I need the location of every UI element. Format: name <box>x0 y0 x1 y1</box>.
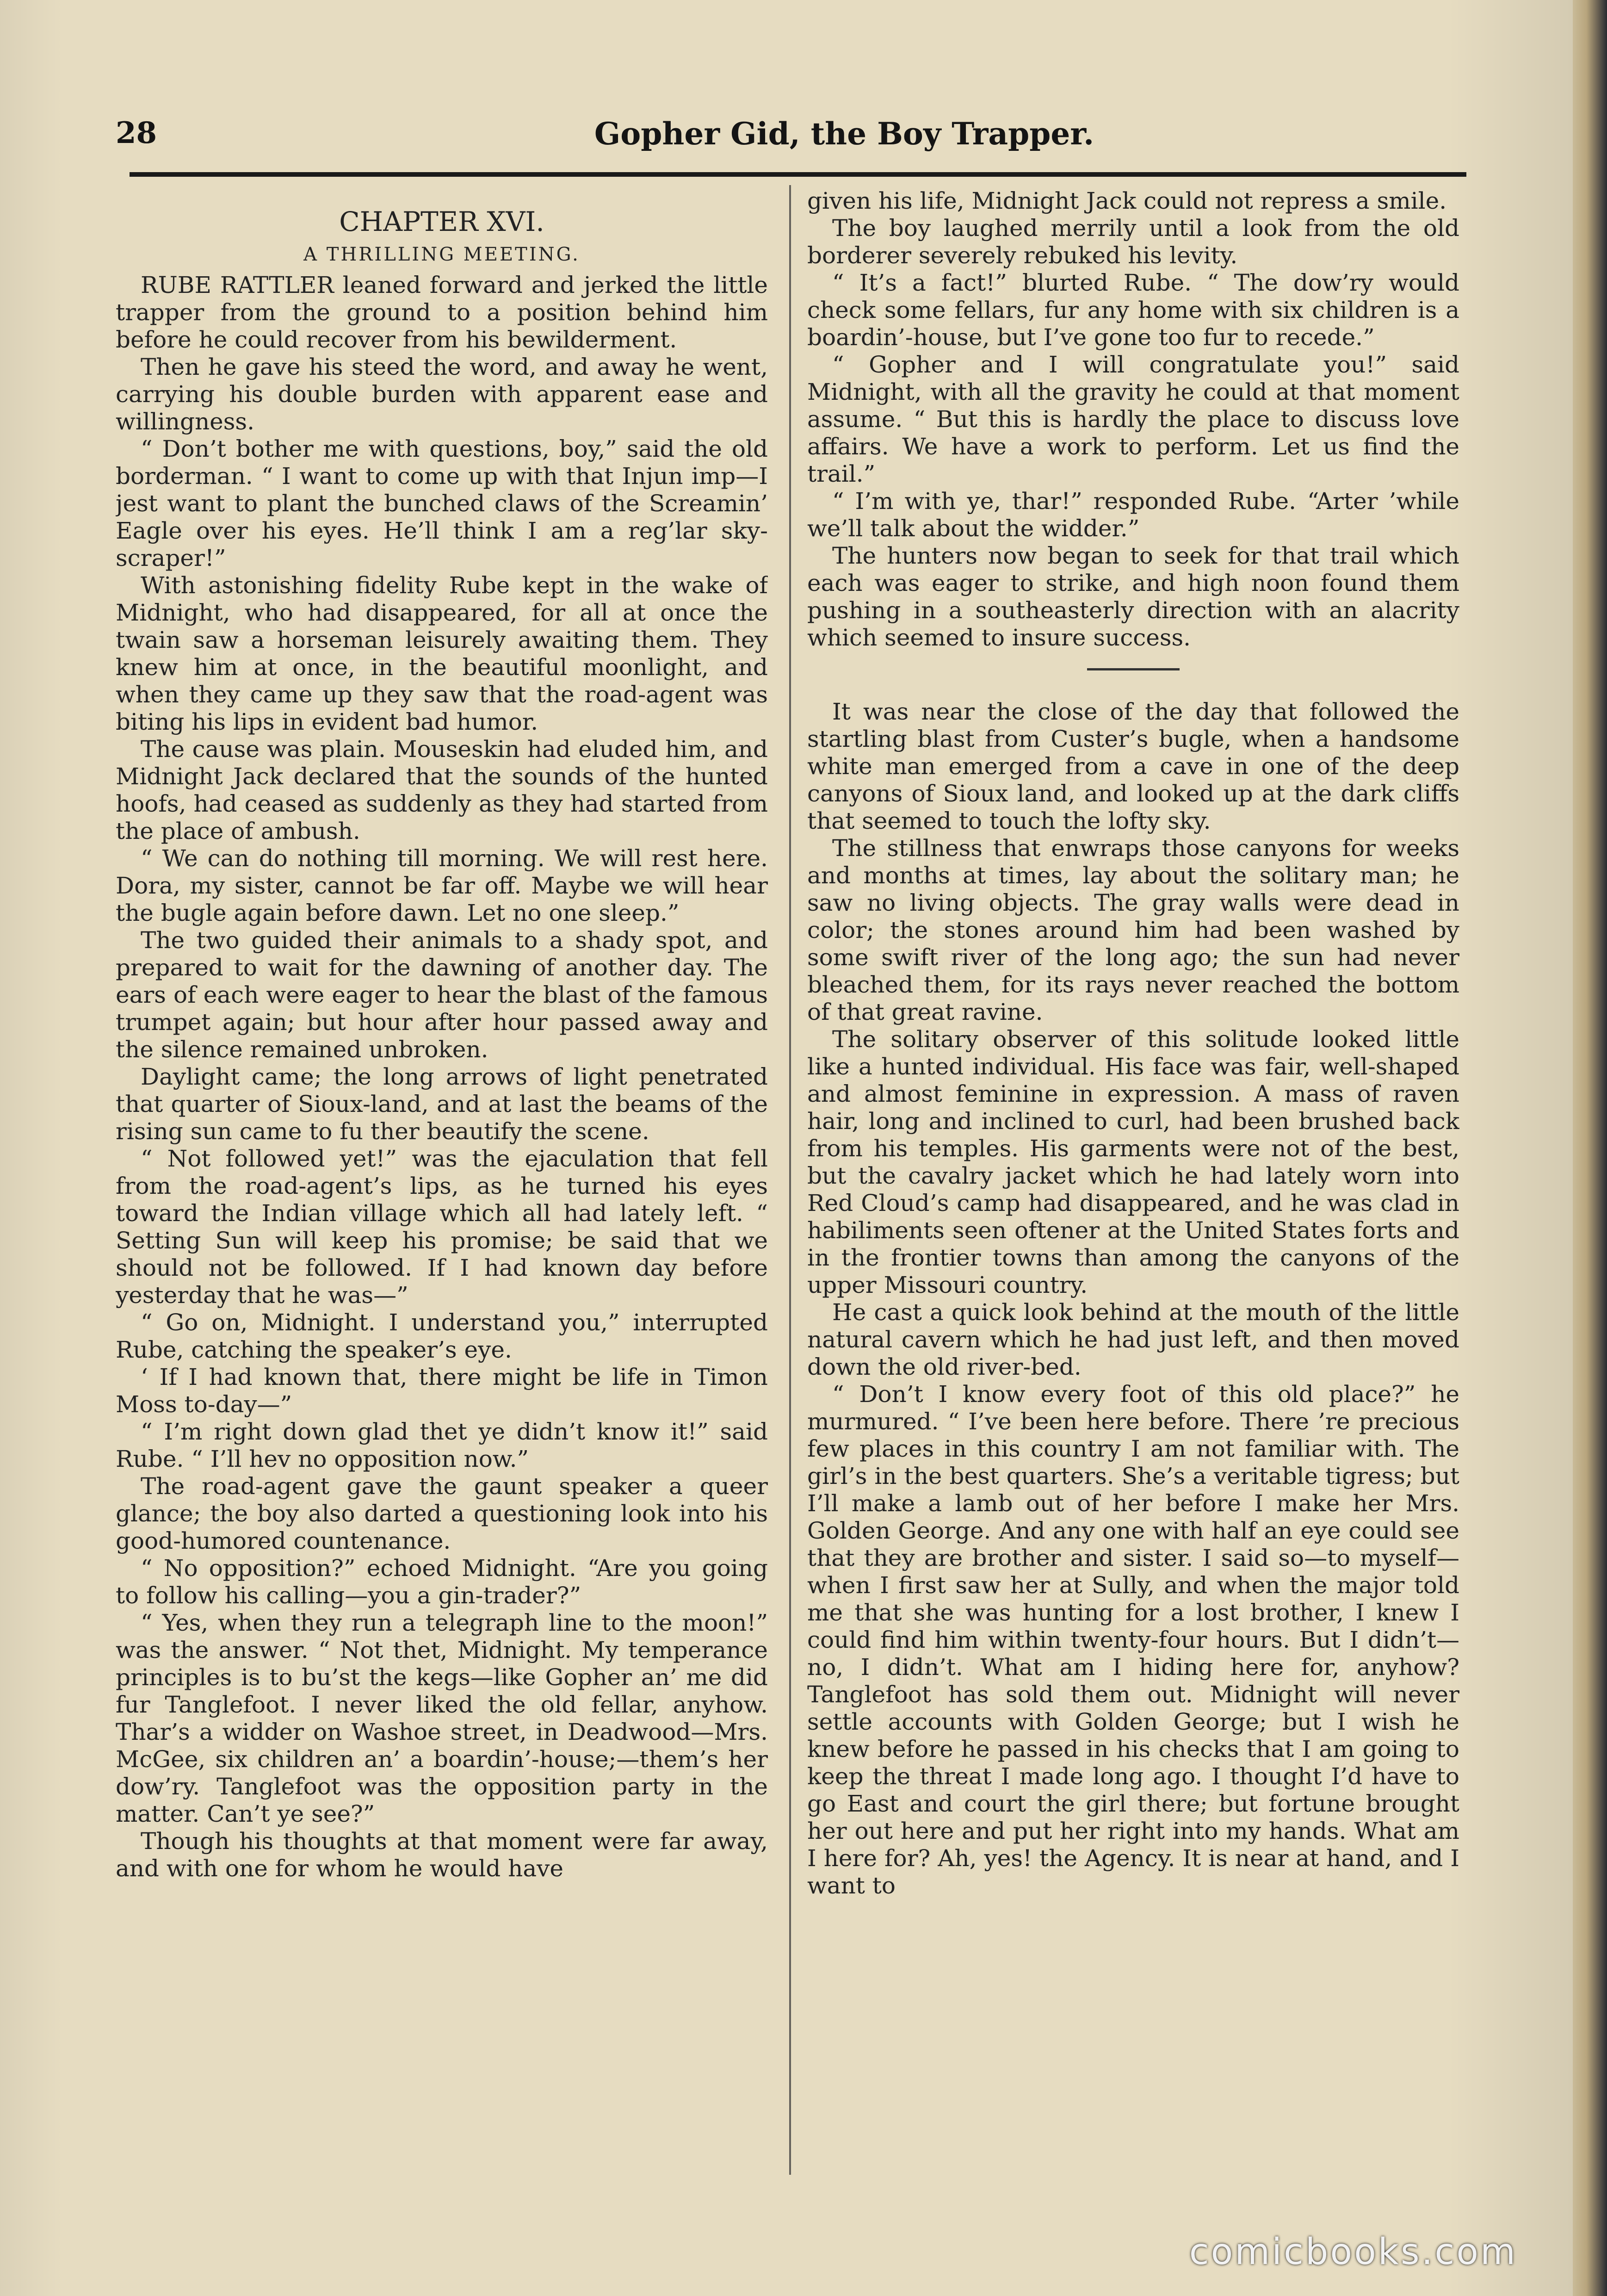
column-divider <box>789 185 791 2175</box>
running-head <box>116 116 1457 171</box>
paragraph: ‘ If I had known that, there might be life in Timon Moss to-day—” <box>116 1364 768 1418</box>
chapter-subtitle: A THRILLING MEETING. <box>303 244 580 265</box>
paragraph: “ Not followed yet!” was the ejaculation that fell from the road-agent’s lips, as he turned his eyes toward the Indian village which all had lately left. “ Setting Sun will keep his promise; be said that we should not be followed. If I had known day before yesterday that he was—” <box>116 1145 768 1309</box>
paragraph: “ Go on, Midnight. I understand you,” interrupted Rube, catching the speaker’s eye. <box>116 1309 768 1363</box>
watermark: comicbooks.com <box>1189 2231 1517 2273</box>
paragraph: “ Don’t bother me with questions, boy,” said the old borderman. “ I want to come up with that Injun imp—I jest want to plant the bunched claws of the Screamin’ Eagle over his eyes. He’ll think I am a reg’lar sky-scraper!” <box>116 435 768 571</box>
book-title: Gopher Gid, the Boy Trapper. <box>594 116 1094 152</box>
paragraph: The two guided their animals to a shady spot, and prepared to wait for the dawning of another day. The ears of each were eager to hear the blast of the famous trumpet again; but hour after hour passed away and the silence remained unbroken. <box>116 927 768 1063</box>
paragraph: “ No opposition?” echoed Midnight. “Are you going to follow his calling—you a gin-trader?” <box>116 1555 768 1609</box>
section-break-rule <box>1087 668 1180 670</box>
page-number: 28 <box>116 116 157 150</box>
paragraph: The road-agent gave the gaunt speaker a queer glance; the boy also darted a questioning look into his good-humored countenance. <box>116 1473 768 1554</box>
paragraph: “ Don’t I know every foot of this old place?” he murmured. “ I’ve been here before. There ’re precious few places in this country I am not familiar with. The girl’s in the best quarters. She’s a veritable tigress; but I’ll make a lamb out of her before I make her Mrs. Golden George. And any one with half an eye could see that they are brother and sister. I said so—to myself—when I first saw her at Sully, and when the major told me that she was hunting for a lost brother, I knew I could find him within twenty-four hours. But I didn’t—no, I didn’t. What am I hiding here for, anyhow? Tanglefoot has sold them out. Midnight will never settle accounts with Golden George; but I wish he knew before he passed in his checks that I am going to keep the threat I made long ago. I thought I’d have to go East and court the girl there; but fortune brought her out here and put her right into my hands. What am I here for? Ah, yes! the Agency. It is near at hand, and I want to <box>807 1381 1459 1899</box>
paragraph: With astonishing fidelity Rube kept in the wake of Midnight, who had disappeared, for all at once the twain saw a horseman leisurely awaiting them. They knew him at once, in the beautiful moonlight, and when they came up they saw that the road-agent was biting his lips in evident bad humor. <box>116 572 768 735</box>
paragraph: Then he gave his steed the word, and away he went, carrying his double burden with apparent ease and willingness. <box>116 354 768 435</box>
paragraph: The hunters now began to seek for that trail which each was eager to strike, and high noon found them pushing in a southeasterly direction with an alacrity which seemed to insure success. <box>807 542 1459 651</box>
page-edge <box>1573 0 1607 2296</box>
paragraph: “ We can do nothing till morning. We will rest here. Dora, my sister, cannot be far off. Maybe we will hear the bugle again before dawn. Let no one sleep.” <box>116 845 768 926</box>
paragraph: “ I’m right down glad thet ye didn’t know it!” said Rube. “ I’ll hev no opposition now.” <box>116 1418 768 1472</box>
paragraph: Daylight came; the long arrows of light penetrated that quarter of Sioux-land, and at last the beams of the rising sun came to fu ther beautify the scene. <box>116 1063 768 1145</box>
paragraph: The boy laughed merrily until a look from the old borderer severely rebuked his levity. <box>807 215 1459 269</box>
paragraph: The solitary observer of this solitude looked little like a hunted individual. His face was fair, well-shaped and almost feminine in expression. A mass of raven hair, long and inclined to curl, had been brushed back from his temples. His garments were not of the best, but the cavalry jacket which he had lately worn into Red Cloud’s camp had disappeared, and he was clad in habiliments seen oftener at the United States forts and in the frontier towns than among the canyons of the upper Missouri country. <box>807 1026 1459 1298</box>
chapter-title: CHAPTER XVI. <box>339 206 544 237</box>
paragraph: He cast a quick look behind at the mouth of the little natural cavern which he had just left, and then moved down the old river-bed. <box>807 1299 1459 1380</box>
header-rule <box>130 172 1466 177</box>
paragraph: The cause was plain. Mouseskin had eluded him, and Midnight Jack declared that the sounds of the hunted hoofs, had ceased as suddenly as they had started from the place of ambush. <box>116 736 768 844</box>
paragraph: The stillness that enwraps those canyons for weeks and months at times, lay about the solitary man; he saw no living objects. The gray walls were dead in color; the stones around him had been washed by some swift river of the long ago; the sun had never bleached them, for its rays never reached the bottom of that great ravine. <box>807 835 1459 1025</box>
paragraph: given his life, Midnight Jack could not repress a smile. <box>807 187 1447 214</box>
paragraph: “ It’s a fact!” blurted Rube. “ The dow’ry would check some fellars, fur any home with six children is a boardin’-house, but I’ve gone too fur to recede.” <box>807 269 1459 351</box>
paragraph: RUBE RATTLER leaned forward and jerked the little trapper from the ground to a position behind him before he could recover from his bewilderment. <box>116 272 768 353</box>
paragraph: “ I’m with ye, thar!” responded Rube. “Arter ’while we’ll talk about the widder.” <box>807 488 1459 542</box>
paragraph: “ Yes, when they run a telegraph line to the moon!” was the answer. “ Not thet, Midnight. My temperance principles is to bu’st the kegs—like Gopher an’ me did fur Tanglefoot. I never liked the old fellar, anyhow. Thar’s a widder on Washoe street, in Deadwood—Mrs. McGee, six children an’ a boardin’-house;—them’s her dow’ry. Tanglefoot was the opposition party in the matter. Can’t ye see?” <box>116 1609 768 1827</box>
right-column <box>807 187 1459 2172</box>
left-column <box>116 187 768 2172</box>
paragraph: It was near the close of the day that followed the startling blast from Custer’s bugle, when a handsome white man emerged from a cave in one of the deep canyons of Sioux land, and looked up at the dark cliffs that seemed to touch the lofty sky. <box>807 698 1459 834</box>
paragraph: “ Gopher and I will congratulate you!” said Midnight, with all the gravity he could at that moment assume. “ But this is hardly the place to discuss love affairs. We have a work to perform. Let us find the trail.” <box>807 351 1459 487</box>
paragraph: Though his thoughts at that moment were far away, and with one for whom he would have <box>116 1828 768 1882</box>
